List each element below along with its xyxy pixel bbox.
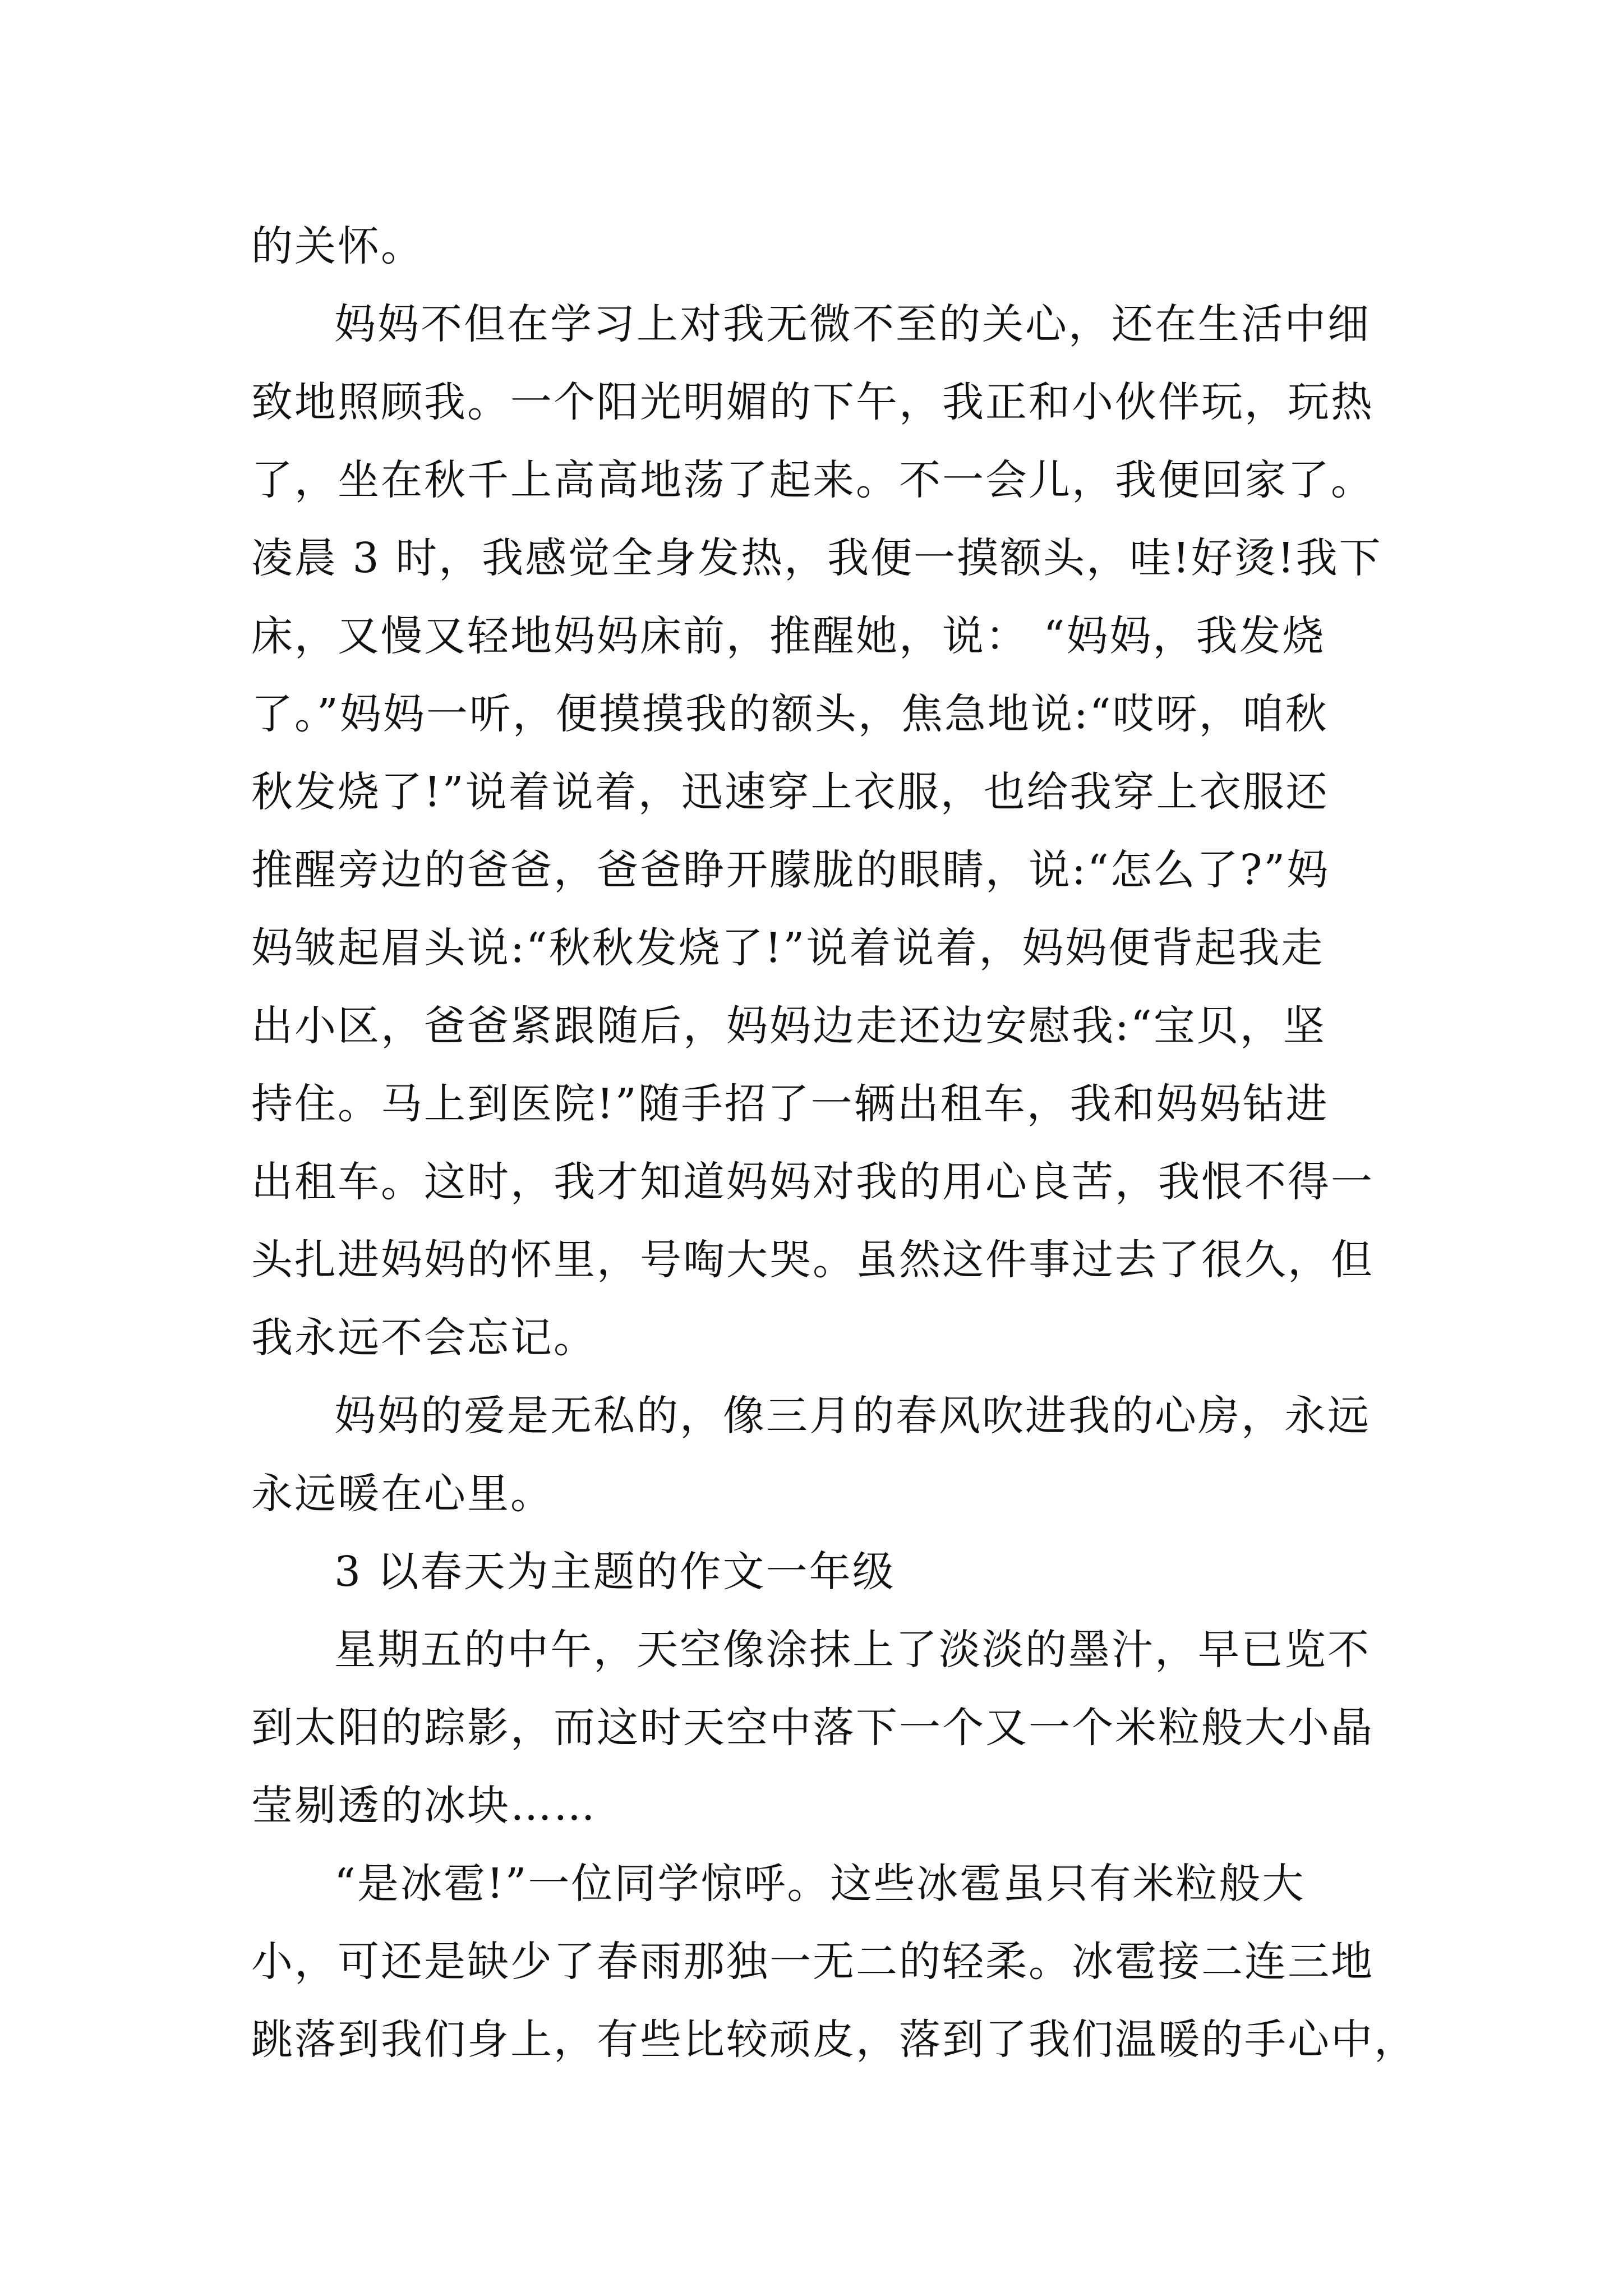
paragraph-start-line: 妈妈不但在学习上对我无微不至的关心，还在生活中细 [334, 300, 1371, 348]
text-line: 跳落到我们身上，有些比较顽皮，落到了我们温暖的手心中， [251, 2016, 1417, 2064]
text-line: 出小区，爸爸紧跟随后，妈妈边走还边安慰我:“宝贝，坚 [251, 1002, 1326, 1050]
text-line: 凌晨 3 时，我感觉全身发热，我便一摸额头，哇!好烫!我下 [251, 534, 1382, 582]
text-line: 了。”妈妈一听，便摸摸我的额头，焦急地说:“哎呀，咱秋 [251, 690, 1329, 738]
text-line: 致地照顾我。一个阳光明媚的下午，我正和小伙伴玩，玩热 [251, 378, 1374, 426]
text-line: 了，坐在秋千上高高地荡了起来。不一会儿，我便回家了。 [251, 456, 1374, 504]
text-line: 出租车。这时，我才知道妈妈对我的用心良苦，我恨不得一 [251, 1158, 1374, 1206]
text-line: 床，又慢又轻地妈妈床前，推醒她，说： “妈妈，我发烧 [251, 612, 1326, 660]
text-line: 妈皱起眉头说:“秋秋发烧了!”说着说着，妈妈便背起我走 [251, 924, 1325, 972]
text-line: 推醒旁边的爸爸，爸爸睁开朦胧的眼睛，说:“怎么了?”妈 [251, 846, 1330, 894]
text-line: 我永远不会忘记。 [251, 1314, 597, 1362]
text-line: 秋发烧了!”说着说着，迅速穿上衣服，也给我穿上衣服还 [251, 768, 1329, 816]
text-line: 莹剔透的冰块…… [251, 1782, 597, 1830]
section-heading: 3 以春天为主题的作文一年级 [334, 1548, 896, 1596]
paragraph-start-line: 星期五的中午，天空像涂抹上了淡淡的墨汁，早已览不 [334, 1626, 1371, 1674]
document-body [251, 208, 1417, 2079]
paragraph-start-line: 妈妈的爱是无私的，像三月的春风吹进我的心房，永远 [334, 1392, 1371, 1440]
text-line: 头扎进妈妈的怀里，号啕大哭。虽然这件事过去了很久，但 [251, 1236, 1374, 1284]
text-line: 持住。马上到医院!”随手招了一辆出租车，我和妈妈钻进 [251, 1080, 1329, 1128]
paragraph-start-line: “是冰雹!”一位同学惊呼。这些冰雹虽只有米粒般大 [334, 1860, 1306, 1908]
text-line: 永远暖在心里。 [251, 1470, 554, 1518]
text-line: 的关怀。 [251, 222, 424, 270]
text-line: 小，可还是缺少了春雨那独一无二的轻柔。冰雹接二连三地 [251, 1938, 1374, 1986]
text-line: 到太阳的踪影，而这时天空中落下一个又一个米粒般大小晶 [251, 1704, 1374, 1752]
